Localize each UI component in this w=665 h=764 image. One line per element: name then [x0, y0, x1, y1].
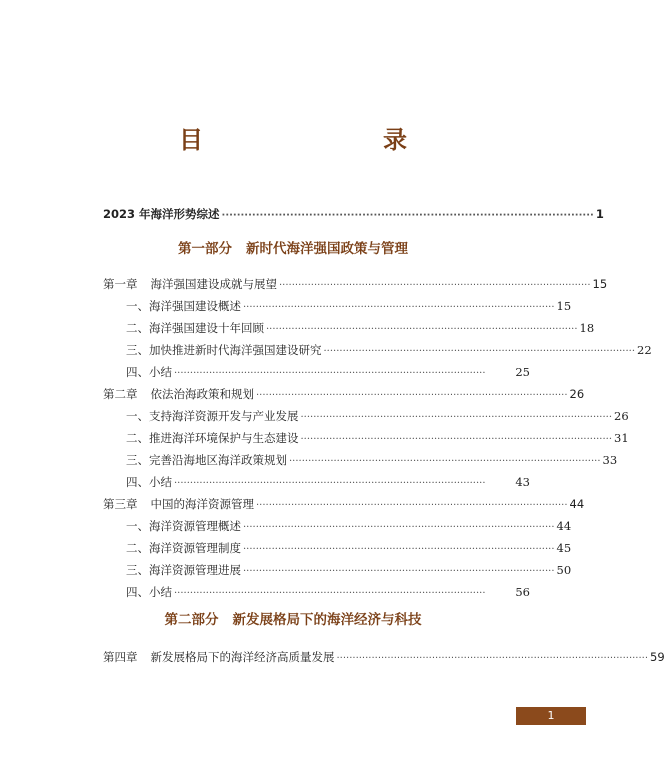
toc-section[interactable]	[126, 539, 572, 557]
toc-title: 目 录	[179, 125, 451, 154]
toc-chapter-1[interactable]	[103, 275, 608, 293]
section-label: 四、小结	[126, 365, 172, 379]
section-label: 四、小结	[126, 475, 172, 489]
section-label: 二、海洋强国建设十年回顾	[126, 321, 264, 335]
part-title: 新时代海洋强国政策与管理	[246, 241, 408, 257]
chapter-number: 第二章	[103, 387, 138, 401]
section-label: 二、海洋资源管理制度	[126, 541, 241, 555]
section-page: 44	[556, 519, 572, 533]
part-number: 第二部分	[164, 612, 219, 628]
dot-leader: ··································································································	[174, 588, 486, 599]
section-label: 一、海洋强国建设概述	[126, 299, 241, 313]
section-label: 三、加快推进新时代海洋强国建设研究	[126, 343, 322, 357]
section-page: 33	[602, 453, 618, 467]
toc-section[interactable]	[126, 561, 572, 579]
dot-leader: ··································································································	[174, 478, 486, 489]
section-page: 18	[579, 321, 595, 335]
dot-leader: ··································································································	[243, 522, 555, 533]
dot-leader: ··································································································	[279, 280, 591, 291]
toc-chapter-4[interactable]	[103, 648, 665, 666]
chapter-page: 59	[650, 650, 665, 664]
dot-leader: ··································································································	[266, 324, 578, 335]
chapter-page: 15	[592, 277, 608, 291]
section-label: 二、推进海洋环境保护与生态建设	[126, 431, 299, 445]
section-page: 56	[515, 585, 530, 599]
dot-leader: ··································································································	[300, 434, 613, 445]
toc-entry-page: 1	[595, 207, 604, 221]
chapter-number: 第一章	[103, 277, 138, 291]
chapter-number: 第三章	[103, 497, 138, 511]
toc-section[interactable]	[126, 429, 629, 447]
section-page: 15	[556, 299, 572, 313]
dot-leader: ··································································································	[256, 390, 568, 401]
page-number-tab: 1	[516, 707, 586, 725]
section-page: 45	[556, 541, 572, 555]
dot-leader: ··································································································	[336, 653, 649, 664]
toc-section[interactable]	[126, 319, 595, 337]
section-label: 三、海洋资源管理进展	[126, 563, 241, 577]
dot-leader: ··································································································	[323, 346, 636, 357]
chapter-title: 中国的海洋资源管理	[150, 497, 254, 511]
section-page: 25	[515, 365, 530, 379]
chapter-page: 44	[569, 497, 585, 511]
toc-chapter-2[interactable]	[103, 385, 585, 403]
section-page: 50	[556, 563, 572, 577]
section-label: 一、海洋资源管理概述	[126, 519, 241, 533]
dot-leader: ··································································································	[300, 412, 613, 423]
chapter-page: 26	[569, 387, 585, 401]
dot-leader: ··································································································	[243, 544, 555, 555]
section-label: 三、完善沿海地区海洋政策规划	[126, 453, 287, 467]
section-page: 22	[637, 343, 652, 357]
toc-entry-label: 2023 年海洋形势综述	[103, 207, 220, 221]
dot-leader: ··································································································	[243, 566, 555, 577]
dot-leader: ··································································································	[174, 368, 486, 379]
section-label: 四、小结	[126, 585, 172, 599]
chapter-title: 依法治海政策和规划	[150, 387, 254, 401]
toc-chapter-3[interactable]	[103, 495, 585, 513]
toc-section[interactable]	[126, 407, 629, 425]
part-title: 新发展格局下的海洋经济与科技	[232, 612, 422, 628]
toc-section[interactable]	[126, 363, 530, 381]
section-label: 一、支持海洋资源开发与产业发展	[126, 409, 299, 423]
dot-leader: ··································································································	[221, 210, 594, 221]
part-heading-1	[0, 237, 586, 257]
chapter-title: 新发展格局下的海洋经济高质量发展	[150, 650, 335, 664]
chapter-number: 第四章	[103, 650, 138, 664]
toc-section[interactable]	[126, 517, 572, 535]
toc-section[interactable]	[126, 297, 572, 315]
part-number: 第一部分	[178, 241, 232, 257]
toc-section[interactable]	[126, 341, 652, 359]
section-page: 31	[614, 431, 629, 445]
toc-section[interactable]	[126, 451, 618, 469]
part-heading-2	[0, 608, 586, 628]
section-page: 43	[515, 475, 530, 489]
chapter-title: 海洋强国建设成就与展望	[150, 277, 277, 291]
toc-section[interactable]	[126, 473, 530, 491]
toc-entry-overview[interactable]	[103, 205, 604, 223]
dot-leader: ··································································································	[243, 302, 555, 313]
dot-leader: ··································································································	[256, 500, 568, 511]
toc-section[interactable]	[126, 583, 530, 601]
dot-leader: ··································································································	[289, 456, 601, 467]
section-page: 26	[614, 409, 629, 423]
